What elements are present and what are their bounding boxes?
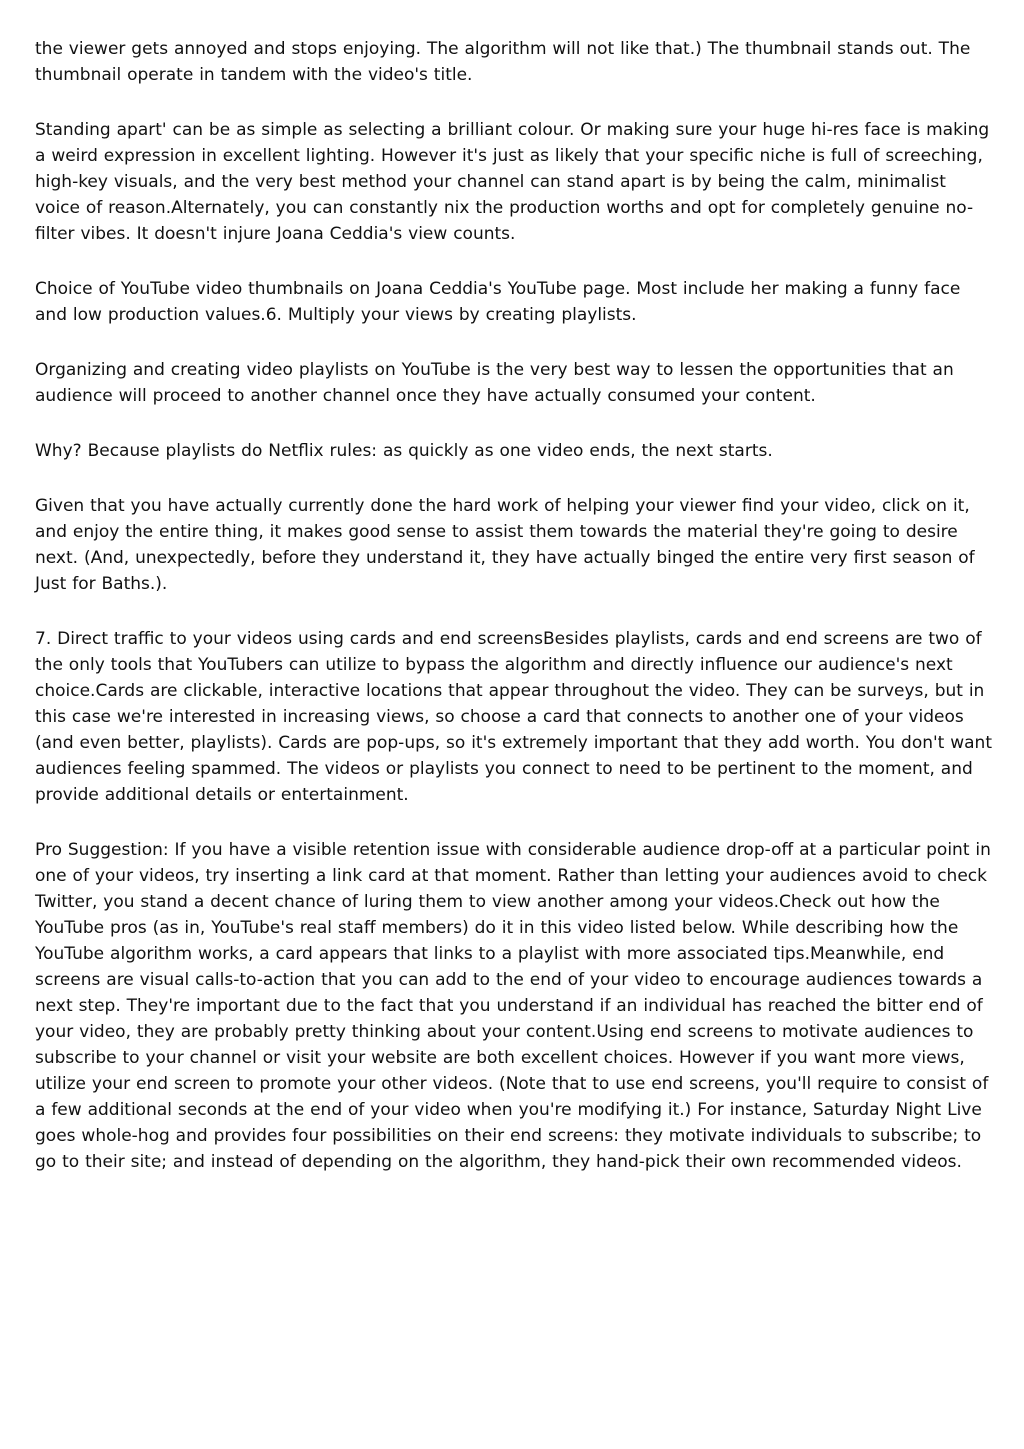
paragraph-netflix-rules: Why? Because playlists do Netflix rules: as quickly as one video ends, the next starts. xyxy=(35,441,773,461)
paragraph-thumbnail-choice: Choice of YouTube video thumbnails on Joana Ceddia's YouTube page. Most include her making a funny face and low production values.6. Multiply your views by creating playlists. xyxy=(35,279,961,325)
paragraph-guide-viewer: Given that you have actually currently done the hard work of helping your viewer find your video, click on it, and enjoy the entire thing, it makes good sense to assist them towards the material they're going to desire next. (And, unexpectedly, before they understand it, they have actually binged the entire very first season of Just for Baths.). xyxy=(35,496,975,594)
paragraph-thumbnail-intro: the viewer gets annoyed and stops enjoying. The algorithm will not like that.) The thumbnail stands out. The thumbnail operate in tandem with the video's title. xyxy=(35,39,971,85)
paragraph-cards-end-screens: 7. Direct traffic to your videos using cards and end screensBesides playlists, cards and end screens are two of the only tools that YouTubers can utilize to bypass the algorithm and directly influence our audience's next choice.Cards are clickable, interactive locations that appear throughout the video. They can be surveys, but in this case we're interested in increasing views, so choose a card that connects to another one of your videos (and even better, playlists). Cards are pop-ups, so it's extremely important that they add worth. You don't want audiences feeling spammed. The videos or playlists you connect to need to be pertinent to the moment, and provide additional details or entertainment. xyxy=(35,629,992,805)
paragraph-pro-suggestion: Pro Suggestion: If you have a visible retention issue with considerable audience drop-off at a particular point in one of your videos, try inserting a link card at that moment. Rather than letting your audiences avoid to check Twitter, you stand a decent chance of luring them to view another among your videos.Check out how the YouTube pros (as in, YouTube's real staff members) do it in this video listed below. While describing how the YouTube algorithm works, a card appears that links to a playlist with more associated tips.Meanwhile, end screens are visual calls-to-action that you can add to the end of your video to encourage audiences towards a next step. They're important due to the fact that you understand if an individual has reached the bitter end of your video, they are probably pretty thinking about your content.Using end screens to motivate audiences to subscribe to your channel or visit your website are both excellent choices. However if you want more views, utilize your end screen to promote your other videos. (Note that to use end screens, you'll require to consist of a few additional seconds at the end of your video when you're modifying it.) For instance, Saturday Night Live goes whole-hog and provides four possibilities on their end screens: they motivate individuals to subscribe; to go to their site; and instead of depending on the algorithm, they hand-pick their own recommended videos. xyxy=(35,840,991,1172)
paragraph-standing-apart: Standing apart' can be as simple as selecting a brilliant colour. Or making sure your huge hi-res face is making a weird expression in excellent lighting. However it's just as likely that your specific niche is full of screeching, high-key visuals, and the very best method your channel can stand apart is by being the calm, minimalist voice of reason.Alternately, you can constantly nix the production worths and opt for completely genuine no-filter vibes. It doesn't injure Joana Ceddia's view counts. xyxy=(35,120,990,244)
paragraph-organizing-playlists: Organizing and creating video playlists on YouTube is the very best way to lessen the opportunities that an audience will proceed to another channel once they have actually consumed your content. xyxy=(35,360,954,406)
document-page xyxy=(35,36,993,1204)
